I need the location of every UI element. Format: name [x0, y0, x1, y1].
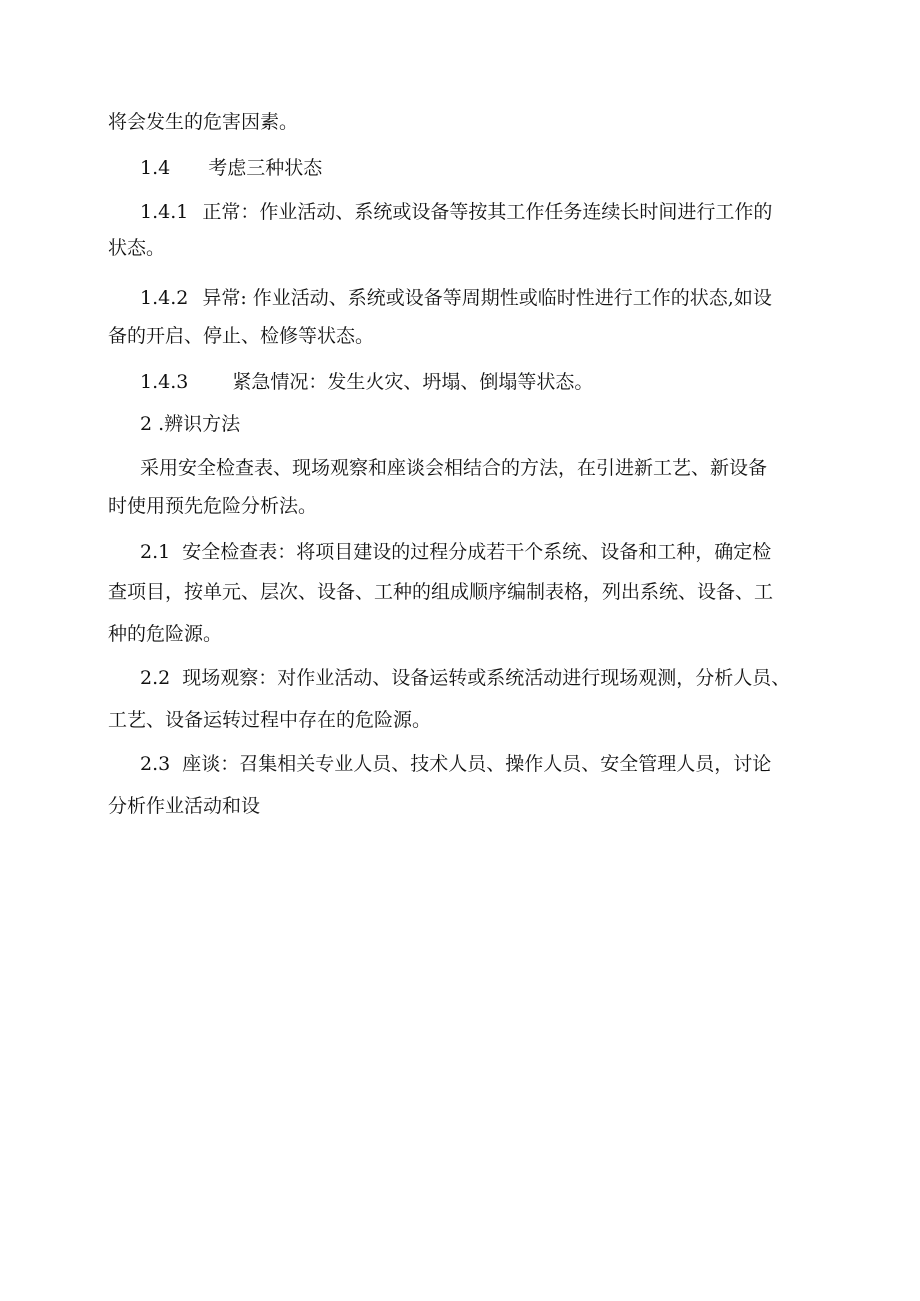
- line-text: 查项目，按单元、层次、设备、工种的组成顺序编制表格，列出系统、设备、工: [108, 581, 774, 603]
- text-line: [108, 622, 222, 646]
- item-1-4-2: [140, 286, 772, 310]
- section-number: 2.3: [140, 753, 171, 775]
- item-1-4-3: [140, 370, 593, 394]
- text-line: [108, 708, 431, 732]
- line-text: 异常: 作业活动、系统或设备等周期性或临时性进行工作的状态,如设: [202, 287, 772, 309]
- line-text: 座谈：召集相关专业人员、技术人员、操作人员、安全管理人员，讨论: [182, 753, 772, 775]
- line-text: 正常：作业活动、系统或设备等按其工作任务连续长时间进行工作的: [202, 201, 773, 223]
- line-text: 紧急情况：发生火灾、坍塌、倒塌等状态。: [232, 371, 594, 393]
- section-number: 1.4.3: [140, 371, 189, 393]
- line-text: 种的危险源。: [108, 623, 223, 645]
- heading-1-4: [140, 156, 322, 180]
- heading-2: [140, 412, 240, 436]
- line-text: 将会发生的危害因素。: [108, 111, 299, 133]
- item-2-3: [140, 752, 771, 776]
- section-title: 2 .辨识方法: [140, 413, 241, 435]
- section-number: 2.1: [140, 541, 171, 563]
- section-number: 1.4.1: [140, 201, 189, 223]
- text-line: [108, 794, 260, 818]
- text-line: [108, 580, 773, 604]
- text-line: [108, 236, 165, 260]
- text-line: [108, 110, 298, 134]
- line-text: 采用安全检查表、现场观察和座谈会相结合的方法，在引进新工艺、新设备: [140, 457, 768, 479]
- text-line: [108, 494, 317, 518]
- line-text: 现场观察：对作业活动、设备运转或系统活动进行现场观测，分析人员、: [182, 667, 791, 689]
- section-number: 1.4.2: [140, 287, 189, 309]
- line-text: 分析作业活动和设: [108, 795, 261, 817]
- section-title: 考虑三种状态: [208, 157, 323, 179]
- section-number: 1.4: [140, 157, 171, 179]
- section-number: 2.2: [140, 667, 171, 689]
- line-text: 时使用预先危险分析法。: [108, 495, 318, 517]
- text-line: [108, 324, 374, 348]
- item-2-1: [140, 540, 771, 564]
- paragraph-line: [140, 456, 767, 480]
- line-text: 备的开启、停止、检修等状态。: [108, 325, 375, 347]
- item-2-2: [140, 666, 790, 690]
- line-text: 安全检查表：将项目建设的过程分成若干个系统、设备和工种，确定检: [182, 541, 772, 563]
- item-1-4-1: [140, 200, 772, 224]
- line-text: 状态。: [108, 237, 166, 259]
- line-text: 工艺、设备运转过程中存在的危险源。: [108, 709, 432, 731]
